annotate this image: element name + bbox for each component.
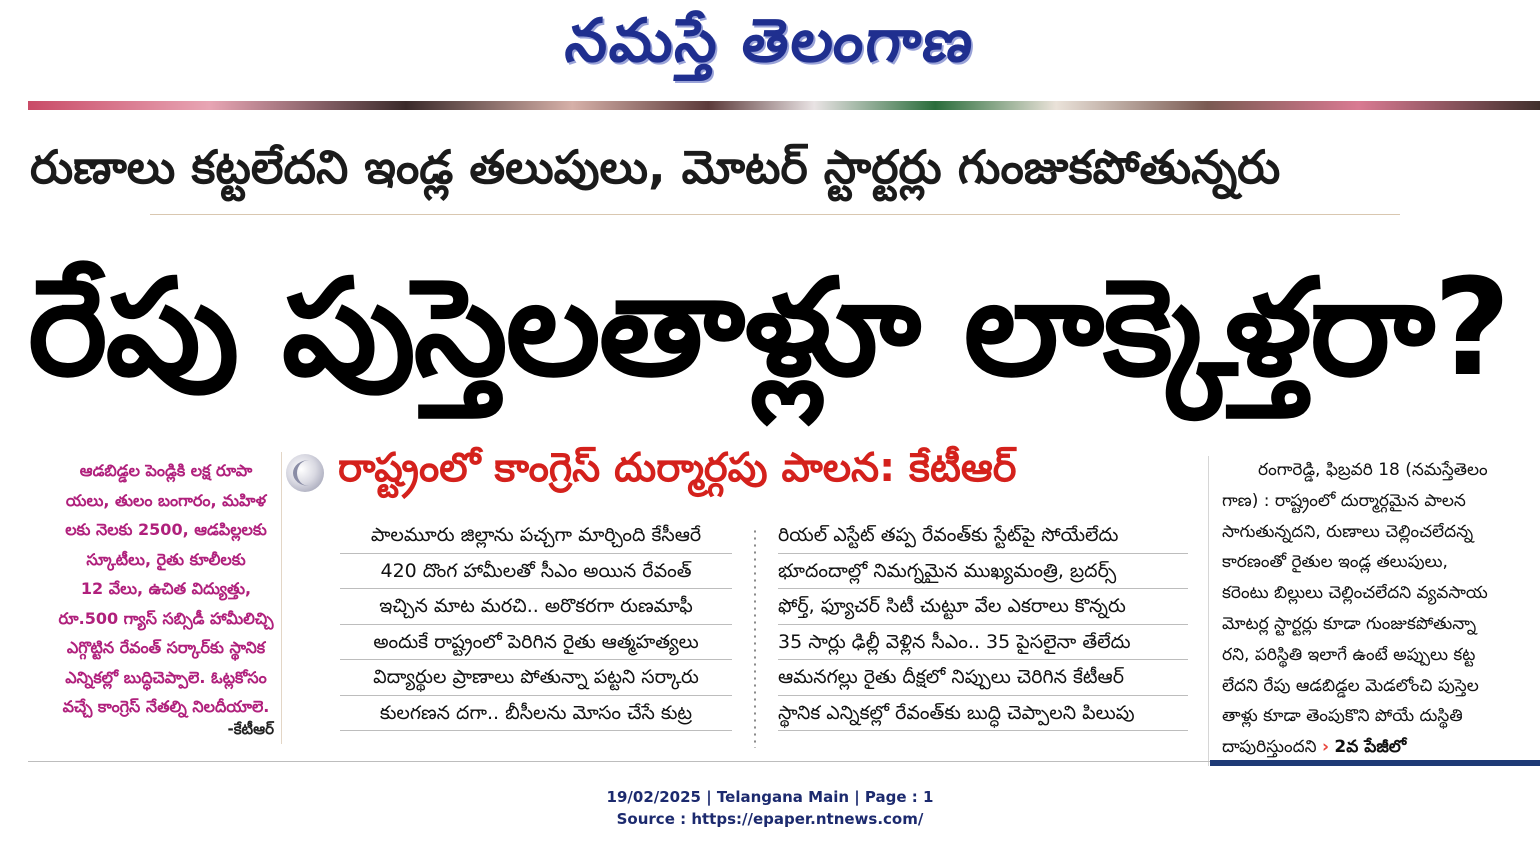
subheadline: రాష్ట్రంలో కాంగ్రెస్ దుర్మార్గపు పాలన: కేటీఆర్ bbox=[338, 445, 1017, 491]
list-item: స్థానిక ఎన్నికల్లో రేవంత్‌కు బుద్ధి చెప్పాలని పిలుపు bbox=[778, 696, 1188, 732]
story-body bbox=[1222, 455, 1522, 763]
story-line-last bbox=[1222, 732, 1522, 763]
page-footer bbox=[0, 786, 1540, 830]
pull-quote-line: లకు నెలకు 2500, ఆడపిల్లలకు bbox=[65, 520, 267, 539]
list-item: రియల్ ఎస్టేట్ తప్ప రేవంత్‌కు స్టేట్‌పై సోయేలేదు bbox=[778, 518, 1188, 554]
pull-quote-line: ఆడబిడ్డల పెండ్లికి లక్ష రూపా bbox=[79, 461, 253, 480]
pull-quote-line: వచ్చే కాంగ్రెస్ నేతల్ని నిలదీయాలె. bbox=[62, 697, 270, 716]
story-line: సాగుతున్నదని, రుణాలు చెల్లించలేదన్న bbox=[1222, 521, 1474, 542]
column-divider bbox=[281, 452, 282, 744]
pull-quote-line: ఎన్నికల్లో బుద్ధిచెప్పాలె. ఓట్లకోసం bbox=[65, 667, 267, 687]
continued-link[interactable]: 2వ పేజీలో bbox=[1334, 737, 1407, 758]
list-item: ఆమనగల్లు రైతు దీక్షలో నిప్పులు చెరిగిన కేటీఆర్ bbox=[778, 660, 1188, 696]
story-line: కారణంతో రైతుల ఇండ్ల తలుపులు, bbox=[1222, 552, 1448, 573]
bullet-list-right bbox=[778, 518, 1188, 731]
chevron-right-icon: › bbox=[1321, 737, 1329, 758]
story-line: రంగారెడ్డి, ఫిబ్రవరి 18 (నమస్తేతెలం bbox=[1258, 460, 1488, 480]
newspaper-logo: నమస్తే తెలంగాణ bbox=[562, 6, 979, 76]
list-item: పాలమూరు జిల్లాను పచ్చగా మార్చింది కేసీఆరే bbox=[340, 518, 732, 554]
pull-quote-line: స్కూటీలు, రైతు కూలీలకు bbox=[86, 549, 246, 569]
story-line: తాళ్లు కూడా తెంపుకొని పోయే దుస్థితి bbox=[1222, 706, 1463, 727]
story-line: కరెంటు బిల్లులు చెల్లించలేదని వ్యవసాయ bbox=[1222, 583, 1488, 604]
list-item: భూదందాల్లో నిమగ్నమైన ముఖ్యమంత్రి, బ్రదర్స్ bbox=[778, 554, 1188, 590]
pull-quote bbox=[52, 456, 280, 746]
story-line: లేదని రేపు ఆడబిడ్డల మెడలోంచి పుస్తెల bbox=[1222, 675, 1479, 696]
pull-quote-author: -కేటీఆర్ bbox=[227, 720, 274, 738]
kicker-headline: రుణాలు కట్టలేదని ఇండ్ల తలుపులు, మోటర్ స్టార్టర్లు గుంజుకపోతున్నరు bbox=[30, 140, 1281, 194]
divider bbox=[28, 761, 1210, 762]
list-item: అందుకే రాష్ట్రంలో పెరిగిన రైతు ఆత్మహత్యలు bbox=[340, 625, 732, 661]
source-link[interactable]: Source : https://epaper.ntnews.com/ bbox=[616, 810, 924, 828]
list-item: విద్యార్థుల ప్రాణాలు పోతున్నా పట్టని సర్కారు bbox=[340, 660, 732, 696]
list-item: 420 దొంగ హామీలతో సీఎం అయిన రేవంత్ bbox=[340, 554, 732, 590]
story-accent-bar bbox=[1210, 760, 1540, 766]
list-item: ఫోర్త్, ఫ్యూచర్ సిటీ చుట్టూ వేల ఎకరాలు కొన్నరు bbox=[778, 589, 1188, 625]
pull-quote-text bbox=[52, 456, 280, 722]
divider bbox=[150, 214, 1400, 215]
main-headline: రేపు పుస్తెలతాళ్లూ లాక్కెళ్తరా? bbox=[28, 250, 1509, 406]
dotted-divider bbox=[754, 528, 756, 748]
masthead bbox=[0, 0, 1540, 100]
pull-quote-line: 12 వేలు, ఉచిత విద్యుత్తు, bbox=[80, 579, 252, 598]
story-line: మోటర్ల స్టార్టర్లు కూడా గుంజుకపోతున్నా bbox=[1222, 613, 1477, 634]
story-line: గాణ) : రాష్ట్రంలో దుర్మార్గమైన పాలన bbox=[1222, 490, 1466, 511]
pull-quote-line: ఎగ్గొట్టిన రేవంత్ సర్కార్‌కు స్థానిక bbox=[66, 638, 266, 657]
pull-quote-line: యలు, తులం బంగారం, మహిళ bbox=[65, 490, 267, 510]
story-line: దాపురిస్తుందని bbox=[1222, 737, 1317, 758]
story-line: రని, పరిస్థితి ఇలాగే ఉంటే అప్పులు కట్ట bbox=[1222, 644, 1476, 665]
edition-info: 19/02/2025 | Telangana Main | Page : 1 bbox=[606, 788, 934, 806]
list-item: ఇచ్చిన మాట మరచి.. అరొకరగా రుణమాఫీ bbox=[340, 589, 732, 625]
column-divider bbox=[1208, 456, 1209, 766]
list-item: 35 సార్లు ఢిల్లీ వెళ్లిన సీఎం.. 35 పైసలైనా తేలేదు bbox=[778, 625, 1188, 661]
bullet-arc-icon bbox=[293, 460, 325, 486]
list-item: కులగణన దగా.. బీసీలను మోసం చేసే కుట్ర bbox=[340, 696, 732, 732]
photo-strip bbox=[28, 101, 1540, 110]
bullet-list-left bbox=[340, 518, 732, 731]
pull-quote-line: రూ.500 గ్యాస్ సబ్సిడీ హామీలిచ్చి bbox=[58, 608, 274, 628]
